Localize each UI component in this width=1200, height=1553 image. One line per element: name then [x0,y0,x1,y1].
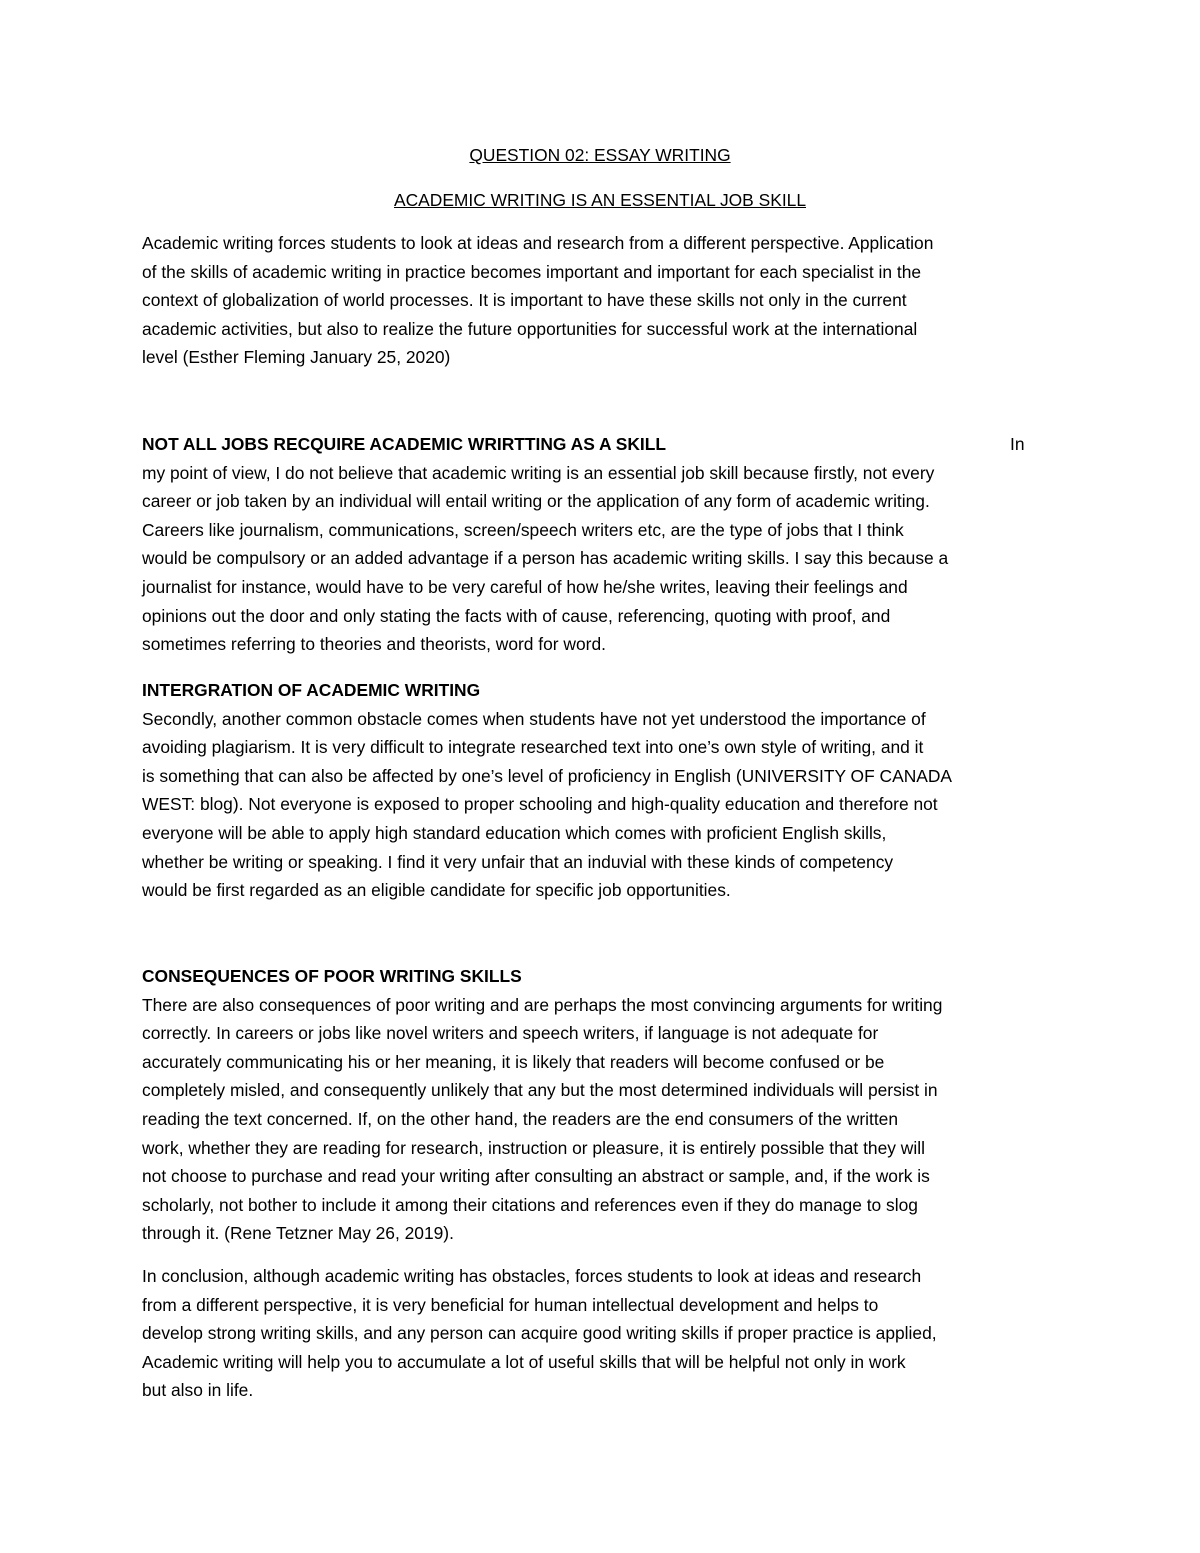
section-not-all-jobs [142,430,1072,659]
paragraph-line: journalist for instance, would have to be very careful of how he/she writes, leaving their feelings and [142,576,908,597]
paragraph-line: develop strong writing skills, and any person can acquire good writing skills if proper practice is applied, [142,1323,937,1344]
paragraph-line: everyone will be able to apply high standard education which comes with proficient English skills, [142,822,887,843]
paragraph-line: avoiding plagiarism. It is very difficult to integrate researched text into one’s own style of writing, and it [142,737,924,758]
section-heading-line [142,430,1072,459]
section-consequences [142,962,1072,1248]
paragraph-line: through it. (Rene Tetzner May 26, 2019). [142,1223,454,1244]
paragraph-line: Careers like journalism, communications, screen/speech writers etc, are the type of jobs that I think [142,519,904,540]
paragraph-line: context of globalization of world processes. It is important to have these skills not only in the current [142,290,907,311]
paragraph-line: Academic writing forces students to look at ideas and research from a different perspective. Application [142,233,934,253]
paragraph-line: WEST: blog). Not everyone is exposed to proper schooling and high-quality education and therefore not [142,794,938,815]
conclusion-paragraph [142,1262,1072,1405]
section-heading: NOT ALL JOBS RECQUIRE ACADEMIC WRIRTTING AS A SKILL [142,434,666,454]
paragraph-line: reading the text concerned. If, on the other hand, the readers are the end consumers of the written [142,1108,898,1129]
paragraph-line: level (Esther Fleming January 25, 2020) [142,347,451,368]
paragraph-line: accurately communicating his or her meaning, it is likely that readers will become confused or be [142,1051,885,1072]
paragraph-line: Secondly, another common obstacle comes when students have not yet understood the importance of [142,708,926,729]
paragraph-line: sometimes referring to theories and theorists, word for word. [142,634,606,655]
paragraph-line: scholarly, not bother to include it among their citations and references even if they do manage to slog [142,1194,918,1215]
intro-paragraph [142,229,1072,372]
paragraph-line: correctly. In careers or jobs like novel writers and speech writers, if language is not adequate for [142,1023,879,1044]
inline-word: In [1010,434,1025,454]
paragraph-line: of the skills of academic writing in practice becomes important and important for each specialist in the [142,261,922,282]
paragraph-line: would be compulsory or an added advantage if a person has academic writing skills. I say this because a [142,548,949,569]
paragraph-line: academic activities, but also to realize the future opportunities for successful work at the international [142,318,918,339]
section-heading: CONSEQUENCES OF POOR WRITING SKILLS [142,966,522,986]
section-integration [142,676,1072,905]
paragraph-line: opinions out the door and only stating the facts with of cause, referencing, quoting with proof, and [142,605,891,626]
paragraph-line: whether be writing or speaking. I find it very unfair that an induvial with these kinds of competency [142,851,894,872]
paragraph-line: In conclusion, although academic writing has obstacles, forces students to look at ideas and research [142,1266,922,1286]
paragraph-line: is something that can also be affected by one’s level of proficiency in English (UNIVERSITY OF CANADA [142,765,953,786]
paragraph-line: not choose to purchase and read your writing after consulting an abstract or sample, and, if the work is [142,1166,930,1187]
paragraph-line: There are also consequences of poor writing and are perhaps the most convincing arguments for writing [142,994,943,1015]
paragraph-line: my point of view, I do not believe that academic writing is an essential job skill because firstly, not every [142,462,935,483]
paragraph-line: but also in life. [142,1380,254,1401]
document-title: QUESTION 02: ESSAY WRITING [469,145,731,165]
paragraph-line: completely misled, and consequently unlikely that any but the most determined individuals will persist in [142,1080,938,1101]
section-heading: INTERGRATION OF ACADEMIC WRITING [142,680,481,700]
paragraph-line: work, whether they are reading for research, instruction or pleasure, it is entirely possible that they will [142,1137,925,1158]
document-subtitle: ACADEMIC WRITING IS AN ESSENTIAL JOB SKILL [394,190,806,210]
paragraph-line: would be first regarded as an eligible candidate for specific job opportunities. [142,880,731,901]
paragraph-line: Academic writing will help you to accumulate a lot of useful skills that will be helpful not only in work [142,1351,906,1372]
paragraph-line: from a different perspective, it is very beneficial for human intellectual development and helps to [142,1294,879,1315]
paragraph-line: career or job taken by an individual will entail writing or the application of any form of academic writing. [142,491,930,512]
